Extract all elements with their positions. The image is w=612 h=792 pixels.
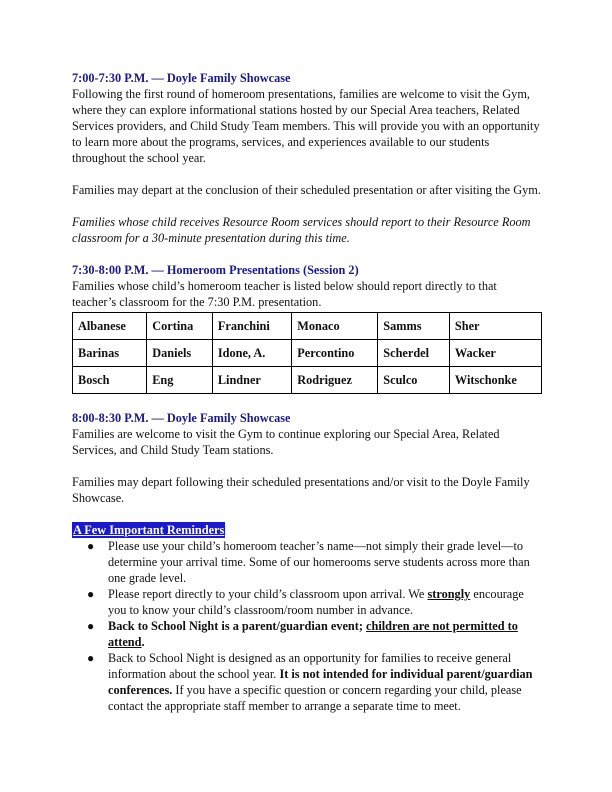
teacher-cell: Rodriguez — [292, 367, 378, 394]
bullet-icon: ● — [87, 651, 95, 665]
section1-paragraph-2: Families may depart at the conclusion of their scheduled presentation or after visiting the Gym. — [72, 183, 541, 197]
teacher-cell: Samms — [378, 313, 450, 340]
emphasis-children-not-permitted: children are not permitted to attend — [108, 619, 518, 649]
reminder-text: If you have a specific question or concern regarding your child, please contact the appropriate staff member to arrange a separate time to meet. — [108, 683, 522, 713]
section2-intro: Families whose child’s homeroom teacher is listed below should report directly to that teacher’s classroom for the 7:30 P.M. presentation. — [72, 279, 497, 309]
teacher-cell: Sher — [449, 313, 541, 340]
reminder-text: encourage you to know your child’s classroom/room number in advance. — [108, 587, 524, 617]
table-row — [73, 313, 542, 340]
homeroom-teacher-table — [72, 312, 542, 394]
bullet-icon: ● — [87, 587, 95, 601]
table-row — [73, 367, 542, 394]
list-item — [87, 650, 542, 714]
teacher-cell: Franchini — [212, 313, 291, 340]
teacher-cell: Lindner — [212, 367, 291, 394]
section3-paragraph-1: Families are welcome to visit the Gym to continue exploring our Special Area, Related Services, and Child Study Team stations. — [72, 427, 500, 457]
teacher-cell: Sculco — [378, 367, 450, 394]
emphasis-strongly: strongly — [427, 587, 471, 601]
section1-heading: 7:00-7:30 P.M. — Doyle Family Showcase — [72, 71, 291, 85]
reminder-text: Please report directly to your child’s classroom upon arrival. We — [108, 587, 428, 601]
teacher-cell: Albanese — [73, 313, 147, 340]
reminder-text: Back to School Night is designed as an opportunity for families to receive general information about the school year. — [108, 651, 512, 681]
teacher-cell: Idone, A. — [212, 340, 291, 367]
reminder-text: Please use your child’s homeroom teacher’s name—not simply their grade level—to determine your arrival time. Some of our homerooms serve students across more than one grade level. — [108, 539, 530, 585]
teacher-cell: Barinas — [73, 340, 147, 367]
teacher-cell: Cortina — [147, 313, 213, 340]
section1-paragraph-3: Families whose child receives Resource Room services should report to their Resource Room classroom for a 30-minute presentation during this time. — [72, 215, 531, 245]
section1-paragraph-1: Following the first round of homeroom presentations, families are welcome to visit the Gym, where they can explore informational stations hosted by our Special Area teachers, Related Services providers, and Child Study Team members. This will provide you with an opportunity to learn more about the programs, services, and experiences available to our students throughout the school year. — [72, 87, 540, 165]
table-row — [73, 340, 542, 367]
reminder-text: Back to School Night is a parent/guardian event; — [108, 619, 367, 633]
teacher-cell: Percontino — [292, 340, 378, 367]
list-item — [87, 538, 542, 586]
reminder-text: . — [141, 635, 145, 649]
teacher-cell: Witschonke — [449, 367, 541, 394]
reminders-title: A Few Important Reminders — [73, 523, 225, 537]
section3-paragraph-2: Families may depart following their scheduled presentations and/or visit to the Doyle Family Showcase. — [72, 475, 530, 505]
section2-heading: 7:30-8:00 P.M. — Homeroom Presentations (Session 2) — [72, 263, 359, 277]
reminders-list — [72, 538, 542, 714]
teacher-cell: Scherdel — [378, 340, 450, 367]
section3-heading: 8:00-8:30 P.M. — Doyle Family Showcase — [72, 411, 291, 425]
teacher-cell: Bosch — [73, 367, 147, 394]
document-page — [72, 70, 542, 714]
emphasis-not-conferences: It is not intended for individual parent/guardian conferences. — [108, 667, 533, 697]
list-item — [87, 586, 542, 618]
teacher-cell: Eng — [147, 367, 213, 394]
teacher-cell: Monaco — [292, 313, 378, 340]
teacher-cell: Daniels — [147, 340, 213, 367]
bullet-icon: ● — [87, 619, 95, 633]
teacher-cell: Wacker — [449, 340, 541, 367]
list-item — [87, 618, 542, 650]
bullet-icon: ● — [87, 539, 95, 553]
